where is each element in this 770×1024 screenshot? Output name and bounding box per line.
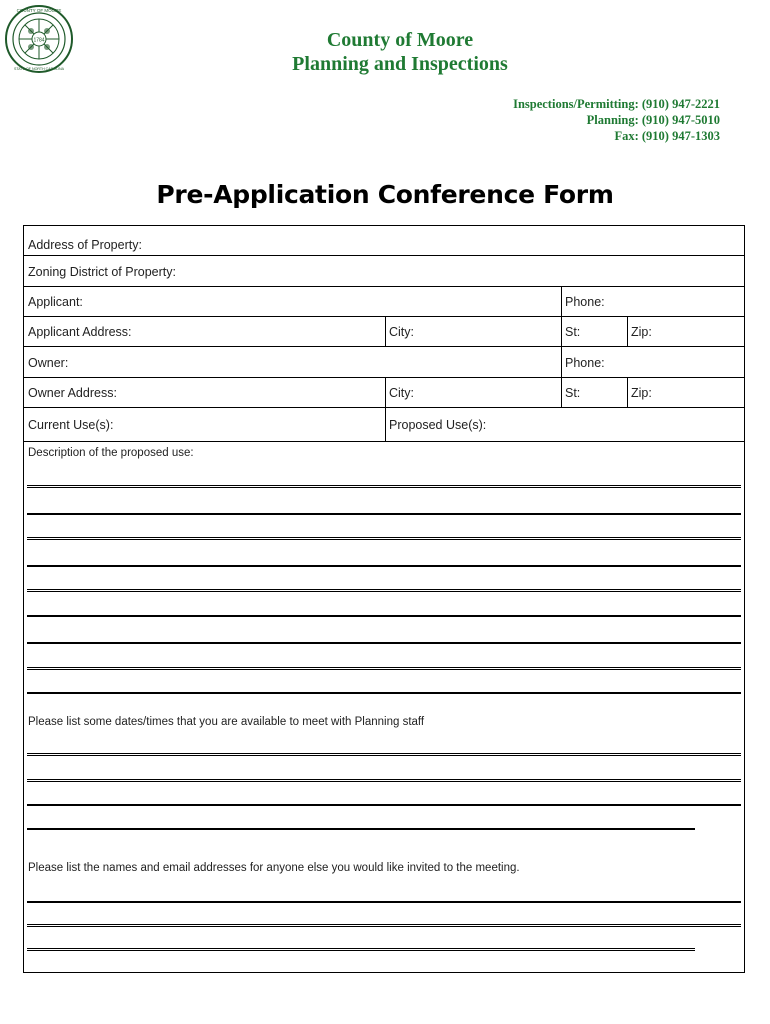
row-divider <box>24 407 744 408</box>
owner-city-field[interactable]: City: <box>389 386 414 400</box>
owner-state-field[interactable]: St: <box>565 386 581 400</box>
availability-write-line[interactable] <box>27 779 741 782</box>
contact-inspections: Inspections/Permitting: (910) 947-2221 <box>513 97 720 111</box>
applicant-city-field[interactable]: City: <box>389 325 414 339</box>
address-of-property-field[interactable]: Address of Property: <box>28 237 142 252</box>
svg-text:STATE OF NORTH CAROLINA: STATE OF NORTH CAROLINA <box>13 67 65 71</box>
current-uses-field[interactable]: Current Use(s): <box>28 418 114 432</box>
row-divider <box>24 346 744 347</box>
row-divider <box>24 377 744 378</box>
page-title: Pre-Application Conference Form <box>156 180 614 209</box>
description-label: Description of the proposed use: <box>28 447 194 459</box>
availability-write-line[interactable] <box>27 753 741 756</box>
availability-write-line[interactable] <box>27 828 695 830</box>
description-write-line[interactable] <box>27 537 741 540</box>
invitees-label: Please list the names and email addresses for anyone else you would like invited to the meeting. <box>28 862 520 874</box>
proposed-uses-field[interactable]: Proposed Use(s): <box>389 418 487 432</box>
owner-zip-field[interactable]: Zip: <box>631 386 652 400</box>
description-write-line[interactable] <box>27 565 741 567</box>
svg-text:1784: 1784 <box>33 37 45 44</box>
owner-field[interactable]: Owner: <box>28 355 69 370</box>
organization-name <box>200 28 600 76</box>
invitees-write-line[interactable] <box>27 948 695 951</box>
org-line-2: Planning and Inspections <box>292 53 508 75</box>
row-divider <box>24 441 744 442</box>
invitees-write-line[interactable] <box>27 901 741 903</box>
invitees-write-line[interactable] <box>27 924 741 927</box>
org-line-1: County of Moore <box>326 29 474 51</box>
svg-text:COUNTY OF MOORE: COUNTY OF MOORE <box>16 8 62 13</box>
owner-address-field[interactable]: Owner Address: <box>28 386 117 400</box>
applicant-zip-field[interactable]: Zip: <box>631 325 652 339</box>
applicant-phone-field[interactable]: Phone: <box>565 295 605 309</box>
zoning-district-field[interactable]: Zoning District of Property: <box>28 264 176 279</box>
description-write-line[interactable] <box>27 615 741 617</box>
description-write-line[interactable] <box>27 485 741 488</box>
applicant-state-field[interactable]: St: <box>565 325 581 339</box>
owner-phone-field[interactable]: Phone: <box>565 355 605 370</box>
applicant-field[interactable]: Applicant: <box>28 295 83 309</box>
description-write-line[interactable] <box>27 667 741 670</box>
availability-label: Please list some dates/times that you are available to meet with Planning staff <box>28 716 425 728</box>
county-seal-logo <box>4 4 74 74</box>
availability-write-line[interactable] <box>27 804 741 806</box>
row-divider <box>24 286 744 287</box>
description-write-line[interactable] <box>27 692 741 694</box>
description-write-line[interactable] <box>27 642 741 644</box>
description-write-line[interactable] <box>27 513 741 515</box>
description-write-line[interactable] <box>27 589 741 592</box>
contact-info <box>513 96 720 144</box>
applicant-address-field[interactable]: Applicant Address: <box>28 325 132 339</box>
row-divider <box>24 316 744 317</box>
contact-planning: Planning: (910) 947-5010 <box>586 113 720 127</box>
application-form <box>23 225 745 973</box>
contact-fax: Fax: (910) 947-1303 <box>614 129 720 143</box>
